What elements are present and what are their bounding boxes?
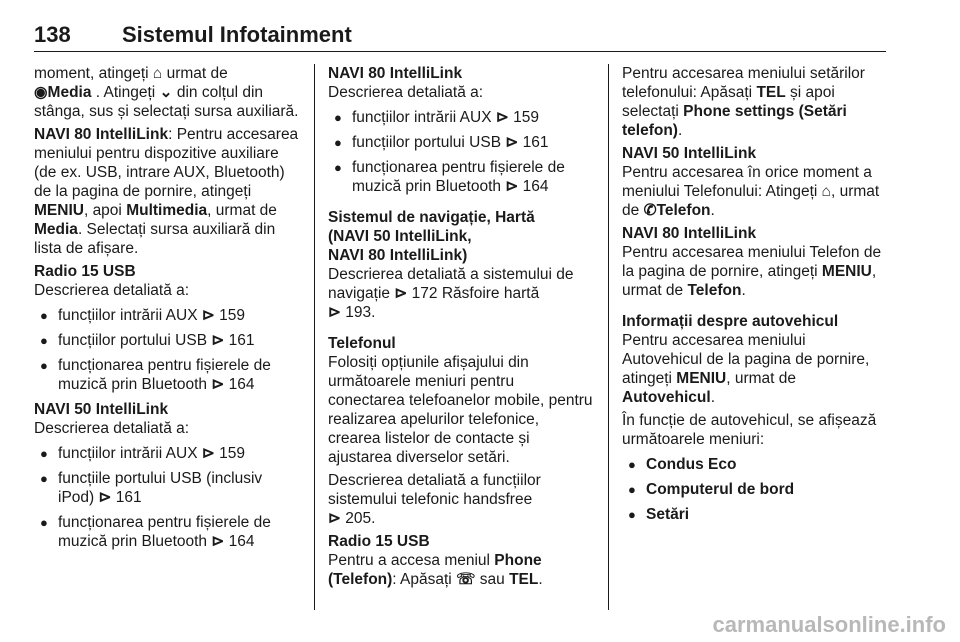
- section-heading: Radio 15 USB: [328, 533, 430, 550]
- list-item: ● funcțiilor portului USB ⊳ 161: [328, 133, 594, 152]
- page-reference[interactable]: 164: [522, 178, 549, 195]
- paragraph: Pentru accesarea meniului setărilor telefonului: Apăsați TEL și apoi selectați Phone settings (Setări telefon).: [622, 65, 865, 139]
- chevron-down-icon: ⌄: [159, 84, 173, 101]
- list-item: ● funcționarea pentru fișierele de muzică prin Bluetooth ⊳ 164: [34, 513, 300, 551]
- paragraph: Pentru accesarea meniului Autovehicul de la pagina de pornire, atingeți MENIU, urmat de Autovehicul.: [622, 332, 870, 406]
- bullet-list: [34, 444, 300, 551]
- list-item: ● funcțiilor portului USB ⊳ 161: [34, 331, 300, 350]
- paragraph: NAVI 80 IntelliLink: Pentru accesarea meniului pentru dispozitive auxiliare (de ex. USB, intrare AUX, Bluetooth) de la pagina de pornire, atingeți MENIU, apoi Multimedia, urmat de Media. Selectați sursa auxiliară din lista de afișare.: [34, 126, 299, 257]
- page-reference[interactable]: 159: [219, 445, 246, 462]
- paragraph: Pentru a accesa meniul Phone (Telefon): Apăsați ☏ sau TEL.: [328, 552, 543, 588]
- paragraph: Descrierea detaliată a:: [34, 282, 190, 299]
- section-heading: NAVI 50 IntelliLink: [622, 145, 757, 162]
- section-heading: Telefonul: [328, 335, 396, 352]
- paragraph: moment, atingeți ⌂ urmat de ◉Media . Atingeți ⌄ din colțul din stânga, sus și selectați sursa auxiliară.: [34, 65, 299, 120]
- list-item: ● funcțiile portului USB (inclusiv iPod) ⊳ 161: [34, 469, 300, 507]
- paragraph: Descrierea detaliată a sistemului de navigație ⊳ 172 Răsfoire hartă ⊳ 193.: [328, 266, 574, 321]
- list-item: ● Computerul de bord: [622, 480, 888, 499]
- reference-arrow-icon: ⊳: [211, 332, 229, 349]
- page-header: [34, 22, 886, 52]
- bullet-list: [622, 455, 888, 524]
- reference-arrow-icon: ⊳: [328, 304, 346, 321]
- bullet-list: [34, 306, 300, 394]
- list-item: ● funcționarea pentru fișierele de muzică prin Bluetooth ⊳ 164: [328, 158, 594, 196]
- section-heading: Sistemul de navigație, Hartă (NAVI 50 IntelliLink, NAVI 80 IntelliLink): [328, 209, 535, 264]
- page-number: 138: [34, 22, 71, 47]
- home-icon: ⌂: [152, 65, 163, 82]
- home-icon: ⌂: [821, 183, 831, 200]
- page-reference[interactable]: 164: [228, 376, 255, 393]
- list-item: ● funcționarea pentru fișierele de muzică prin Bluetooth ⊳ 164: [34, 356, 300, 394]
- section-heading: Informații despre autovehicul: [622, 313, 839, 330]
- reference-arrow-icon: ⊳: [211, 376, 229, 393]
- column-divider: [608, 64, 609, 610]
- paragraph: Descrierea detaliată a:: [328, 84, 484, 101]
- page-reference[interactable]: 164: [228, 533, 255, 550]
- page-reference[interactable]: 161: [115, 489, 142, 506]
- paragraph: În funcție de autovehicul, se afișează următoarele meniuri:: [622, 412, 877, 448]
- list-item: ● funcțiilor intrării AUX ⊳ 159: [328, 108, 594, 127]
- list-item: ● Condus Eco: [622, 455, 888, 474]
- phone-icon: ✆: [643, 202, 657, 219]
- reference-arrow-icon: ⊳: [394, 285, 412, 302]
- section-heading: NAVI 80 IntelliLink: [328, 65, 463, 82]
- list-item: ● funcțiilor intrării AUX ⊳ 159: [34, 306, 300, 325]
- watermark: carmanualsonline.info: [712, 612, 946, 637]
- page-reference[interactable]: 172: [411, 285, 438, 302]
- paragraph: Pentru accesarea meniului Telefon de la pagina de pornire, atingeți MENIU, urmat de Telefon.: [622, 244, 882, 299]
- page-reference[interactable]: 161: [228, 332, 255, 349]
- reference-arrow-icon: ⊳: [328, 510, 346, 527]
- media-icon: ◉: [34, 84, 48, 101]
- reference-arrow-icon: ⊳: [98, 489, 116, 506]
- phone-icon: ☏: [456, 571, 476, 588]
- bullet-list: [328, 108, 594, 196]
- reference-arrow-icon: ⊳: [505, 134, 523, 151]
- reference-arrow-icon: ⊳: [211, 533, 229, 550]
- list-item: ● funcțiilor intrării AUX ⊳ 159: [34, 444, 300, 463]
- paragraph: Folosiți opțiunile afișajului din următoarele meniuri pentru conectarea telefoanelor mobile, pentru realizarea apelurilor telefonice, crearea listelor de contacte și ajustarea diverselor setări.: [328, 354, 593, 466]
- page-reference[interactable]: 193: [345, 304, 372, 321]
- page-reference[interactable]: 159: [513, 109, 540, 126]
- column-3: [622, 64, 888, 530]
- section-heading: Radio 15 USB: [34, 263, 136, 280]
- column-2: [328, 64, 594, 593]
- reference-arrow-icon: ⊳: [495, 109, 514, 126]
- section-heading: NAVI 50 IntelliLink: [34, 401, 169, 418]
- chapter-title: Sistemul Infotainment: [122, 22, 352, 47]
- paragraph: Pentru accesarea în orice moment a meniului Telefonului: Atingeți ⌂, urmat de ✆Telefon.: [622, 164, 880, 219]
- header-rule: [34, 51, 886, 52]
- section-heading: NAVI 80 IntelliLink: [622, 225, 757, 242]
- page-reference[interactable]: 205: [345, 510, 372, 527]
- reference-arrow-icon: ⊳: [201, 307, 220, 324]
- paragraph: Descrierea detaliată a:: [34, 420, 190, 437]
- page-reference[interactable]: 161: [522, 134, 549, 151]
- reference-arrow-icon: ⊳: [201, 445, 220, 462]
- column-1: [34, 64, 300, 557]
- page-reference[interactable]: 159: [219, 307, 246, 324]
- paragraph: Descrierea detaliată a funcțiilor sistemului telefonic handsfree ⊳ 205.: [328, 472, 541, 527]
- reference-arrow-icon: ⊳: [505, 178, 523, 195]
- column-divider: [314, 64, 315, 610]
- list-item: ● Setări: [622, 505, 888, 524]
